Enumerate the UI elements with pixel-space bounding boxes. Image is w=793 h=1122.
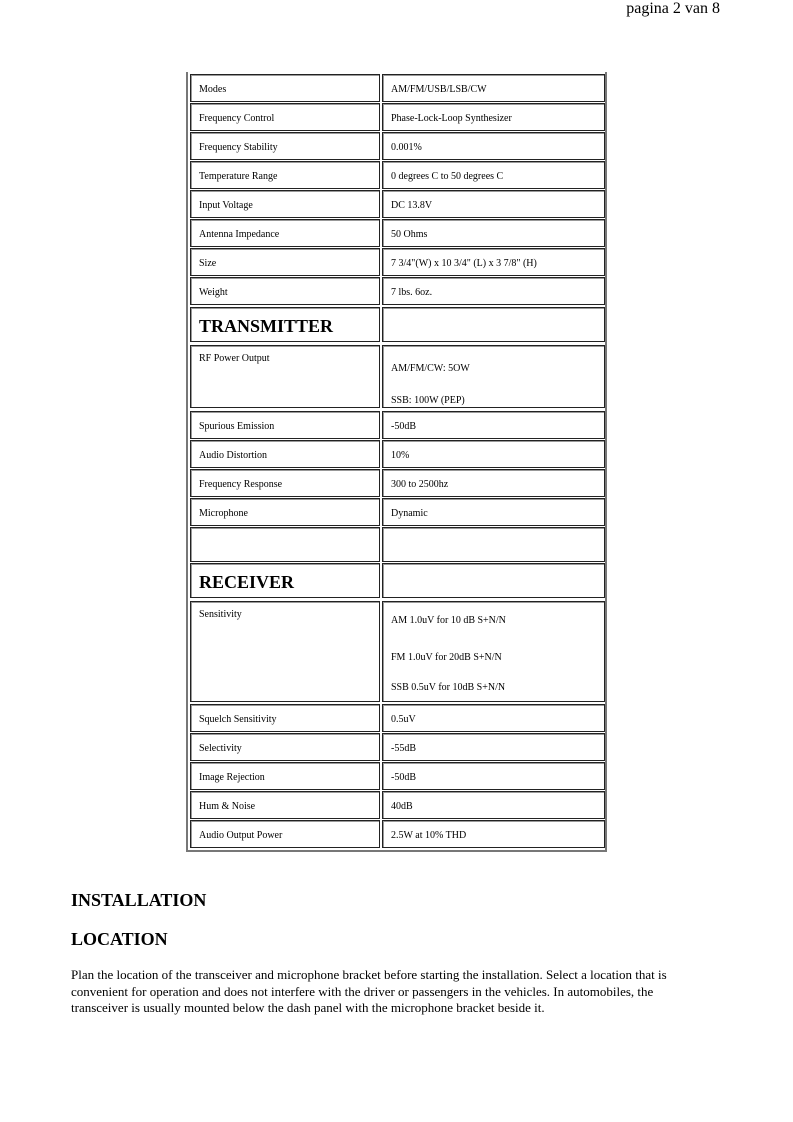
spec-label: Microphone	[199, 508, 248, 519]
spec-label: Spurious Emission	[199, 421, 275, 432]
spec-value: 7 3/4"(W) x 10 3/4" (L) x 3 7/8" (H)	[391, 258, 537, 269]
spec-value-cell	[382, 74, 605, 102]
spec-value: AM/FM/USB/LSB/CW	[391, 84, 487, 95]
spec-value-cell	[382, 219, 605, 247]
spec-label-cell	[190, 219, 380, 247]
spec-label-cell	[190, 277, 380, 305]
section-title: TRANSMITTER	[199, 316, 334, 336]
spec-value-cell	[382, 498, 605, 526]
spec-label-cell	[190, 248, 380, 276]
page-number: pagina 2 van 8	[626, 0, 720, 17]
spec-label: Hum & Noise	[199, 801, 256, 812]
spec-value: Dynamic	[391, 508, 428, 519]
spec-value-cell	[382, 411, 605, 439]
spec-value-cell	[382, 820, 605, 848]
spec-label-cell	[190, 411, 380, 439]
spec-label: Antenna Impedance	[199, 229, 280, 240]
spec-value: AM/FM/CW: 5OW	[391, 363, 470, 374]
spec-value: -50dB	[391, 421, 416, 432]
spec-label: Image Rejection	[199, 772, 265, 783]
spec-label-cell	[190, 601, 380, 702]
spec-value-cell	[382, 601, 605, 702]
spec-value-cell	[382, 103, 605, 131]
spec-label: Squelch Sensitivity	[199, 714, 277, 725]
spec-value: SSB: 100W (PEP)	[391, 395, 465, 406]
location-heading: LOCATION	[71, 929, 168, 949]
spec-value: DC 13.8V	[391, 200, 433, 211]
spec-value: Phase-Lock-Loop Synthesizer	[391, 113, 512, 124]
spec-value-cell	[382, 190, 605, 218]
spec-value: 0.001%	[391, 142, 422, 153]
spec-label: RF Power Output	[199, 353, 270, 364]
spec-value: 7 lbs. 6oz.	[391, 287, 433, 298]
spec-label: Frequency Control	[199, 113, 275, 124]
spec-value-cell	[382, 791, 605, 819]
spec-label-cell	[190, 132, 380, 160]
spec-value-cell	[382, 277, 605, 305]
spec-value: 0.5uV	[391, 714, 416, 725]
spec-value: 2.5W at 10% THD	[391, 830, 467, 841]
spec-value: FM 1.0uV for 20dB S+N/N	[391, 652, 502, 663]
spec-value: 50 Ohms	[391, 229, 428, 240]
spec-label-cell	[190, 762, 380, 790]
spec-value: SSB 0.5uV for 10dB S+N/N	[391, 682, 506, 693]
spec-label-cell	[190, 733, 380, 761]
spec-value: 0 degrees C to 50 degrees C	[391, 171, 504, 182]
spec-value-cell	[382, 563, 605, 598]
spec-label: Modes	[199, 84, 227, 95]
spec-label-cell	[190, 820, 380, 848]
spec-label: Selectivity	[199, 743, 242, 754]
spec-label-cell	[190, 190, 380, 218]
spec-value: -50dB	[391, 772, 416, 783]
spec-value-cell	[382, 704, 605, 732]
spec-label-cell	[190, 440, 380, 468]
spec-label-cell	[190, 498, 380, 526]
spec-label: Audio Output Power	[199, 830, 283, 841]
spec-value-cell	[382, 161, 605, 189]
spec-label: Input Voltage	[199, 200, 253, 211]
spec-value: 10%	[391, 450, 410, 461]
spec-value-cell	[382, 248, 605, 276]
spec-label-cell	[190, 704, 380, 732]
spec-value-cell	[382, 733, 605, 761]
section-header-cell	[190, 307, 380, 342]
spec-value: 300 to 2500hz	[391, 479, 449, 490]
spec-label: Frequency Response	[199, 479, 283, 490]
spec-label-cell	[190, 791, 380, 819]
spec-value-cell	[382, 762, 605, 790]
spec-value-cell	[382, 440, 605, 468]
section-header-cell	[190, 563, 380, 598]
spec-label: Weight	[199, 287, 228, 298]
spec-label-cell	[190, 103, 380, 131]
spec-label-cell	[190, 74, 380, 102]
spec-label-cell	[190, 469, 380, 497]
spec-label-cell	[190, 345, 380, 408]
spec-value-cell	[382, 345, 605, 408]
spec-label-cell	[190, 527, 380, 562]
spec-label: Size	[199, 258, 217, 269]
spec-value: 40dB	[391, 801, 413, 812]
section-title: RECEIVER	[199, 572, 295, 592]
spec-value: AM 1.0uV for 10 dB S+N/N	[391, 615, 506, 626]
spec-label: Sensitivity	[199, 609, 242, 620]
spec-value-cell	[382, 132, 605, 160]
spec-value-cell	[382, 469, 605, 497]
spec-value: -55dB	[391, 743, 416, 754]
spec-label-cell	[190, 161, 380, 189]
location-paragraph: Plan the location of the transceiver and microphone bracket before starting the installation. Select a location that is convenient for operation and does not interfere with the driver or passengers in the vehicles. In automobiles, the transceiver is usually mounted below the dash panel with the microphone bracket beside it.	[71, 967, 667, 1015]
spec-label: Audio Distortion	[199, 450, 268, 461]
spec-label: Temperature Range	[199, 171, 278, 182]
spec-value-cell	[382, 307, 605, 342]
spec-value-cell	[382, 527, 605, 562]
spec-label: Frequency Stability	[199, 142, 278, 153]
specifications-table	[186, 72, 607, 852]
installation-heading: INSTALLATION	[71, 890, 207, 910]
